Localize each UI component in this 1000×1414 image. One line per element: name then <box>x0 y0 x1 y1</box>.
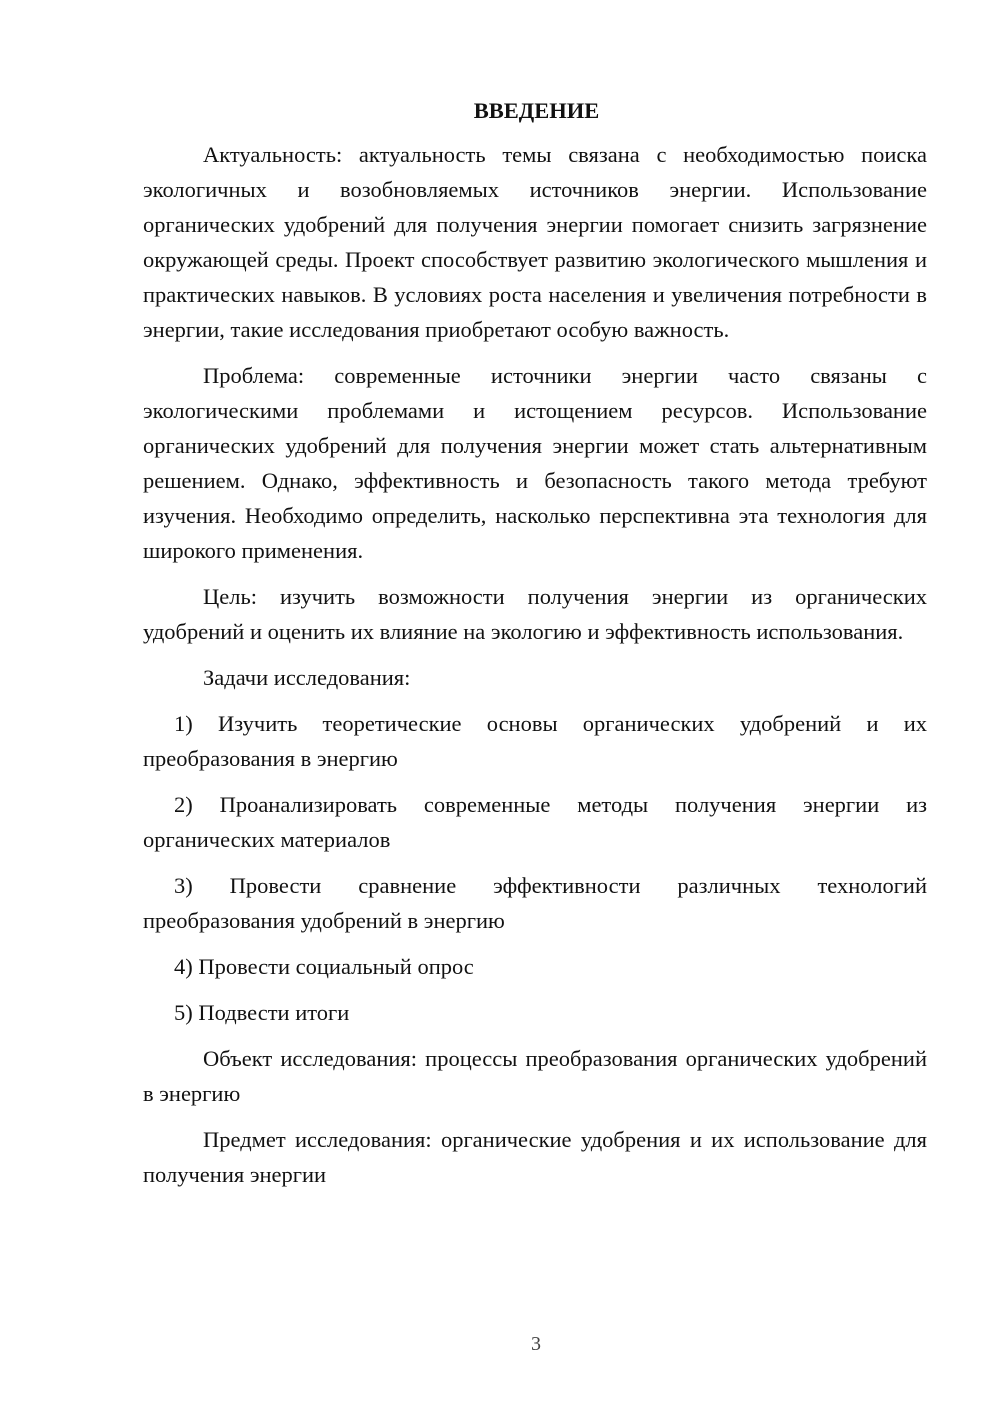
object-paragraph: Объект исследования: процессы преобразования органических удобрений в энергию <box>143 1046 927 1106</box>
task-item-5: 5) Подвести итоги <box>174 1000 350 1025</box>
task-item-1: 1) Изучить теоретические основы органических удобрений и их преобразования в энергию <box>143 711 927 771</box>
page-number: 3 <box>531 1333 541 1355</box>
section-title: ВВЕДЕНИЕ <box>473 98 600 123</box>
task-item-3: 3) Провести сравнение эффективности различных технологий преобразования удобрений в энергию <box>143 873 927 933</box>
problem-paragraph: Проблема: современные источники энергии часто связаны с экологическими проблемами и истощением ресурсов. Использование органических удобрений для получения энергии может стать альтернативным решением. Однако, эффективность и безопасность такого метода требуют изучения. Необходимо определить, насколько перспективна эта технология для широкого применения. <box>143 363 927 563</box>
task-item-4: 4) Провести социальный опрос <box>174 954 474 979</box>
subject-paragraph: Предмет исследования: органические удобрения и их использование для получения энергии <box>143 1127 927 1187</box>
task-item-2: 2) Проанализировать современные методы получения энергии из органических материалов <box>143 792 927 852</box>
goal-paragraph: Цель: изучить возможности получения энергии из органических удобрений и оценить их влияние на экологию и эффективность использования. <box>143 584 927 644</box>
tasks-heading: Задачи исследования: <box>203 665 411 690</box>
relevance-paragraph: Актуальность: актуальность темы связана с необходимостью поиска экологичных и возобновляемых источников энергии. Использование органических удобрений для получения энергии помогает снизить загрязнение окружающей среды. Проект способствует развитию экологического мышления и практических навыков. В условиях роста населения и увеличения потребности в энергии, такие исследования приобретают особую важность. <box>143 142 927 342</box>
page-content <box>143 96 927 1192</box>
